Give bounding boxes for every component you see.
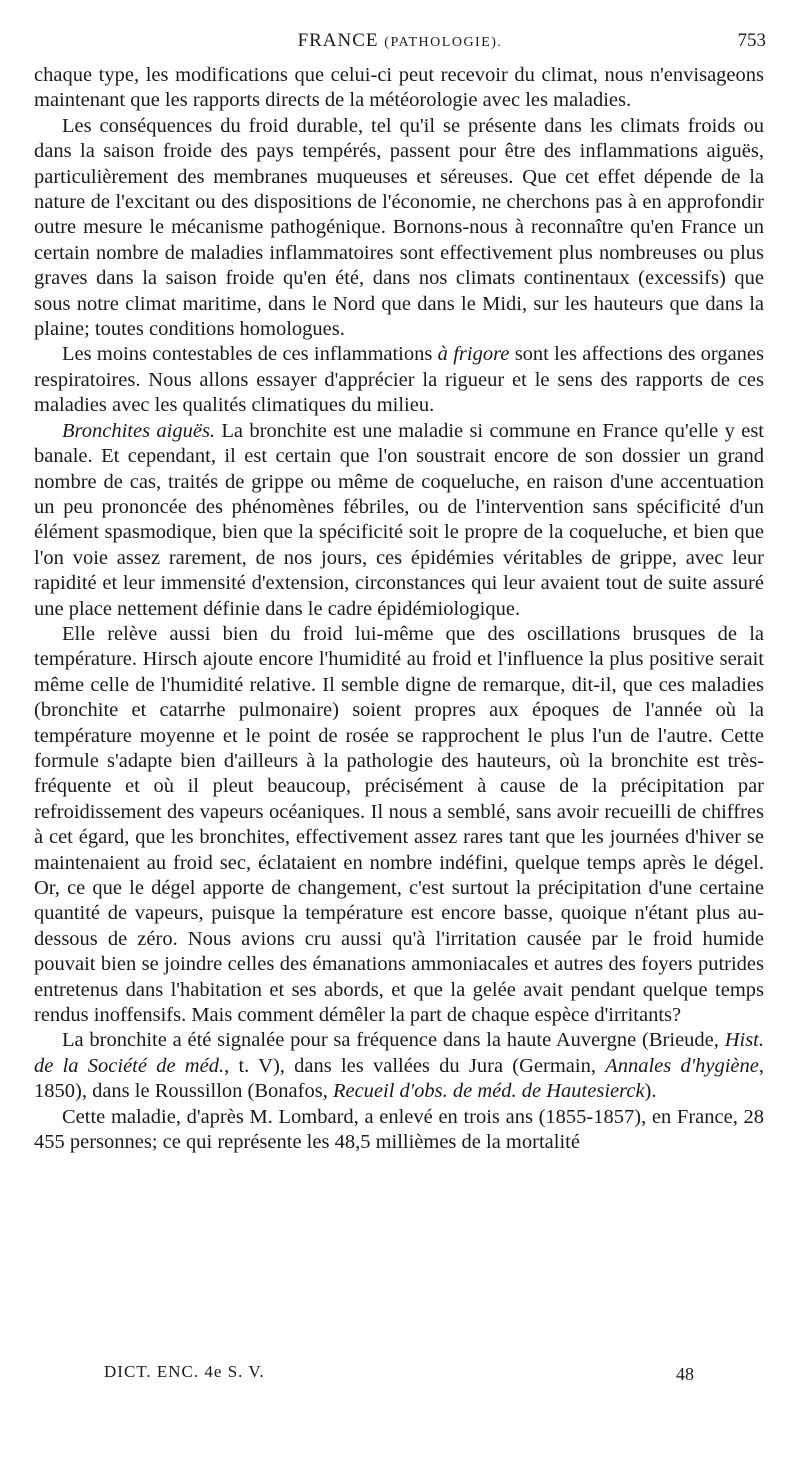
paragraph bbox=[34, 63, 764, 114]
page-number: 753 bbox=[737, 30, 766, 51]
running-title bbox=[30, 30, 770, 52]
text-run: , t. V), dans les vallées du Jura (Germain, bbox=[224, 1054, 606, 1077]
text-run: Les moins contestables de ces inflammations bbox=[62, 343, 438, 366]
running-header bbox=[30, 30, 770, 60]
running-title-sub: (PATHOLOGIE). bbox=[384, 35, 503, 50]
paragraph bbox=[34, 419, 764, 622]
text-run: Les conséquences du froid durable, tel qu'il se présente dans les climats froids ou dans la saison froide des pays tempérés, passent pour être des inflammations aiguës, particulièrement des membranes muqueuses et séreuses. Que cet effet dépende de la nature de l'excitant ou des dispositions de l'économie, ne cherchons pas à en approfondir outre mesure le mécanisme pathogénique. Bornons-nous à reconnaître qu'en France un certain nombre de maladies inflammatoires sont effectivement plus nombreuses ou plus graves dans la saison froide qu'en été, dans nos climats continentaux (excessifs) que sous notre climat maritime, dans le Nord que dans le Midi, sur les hauteurs que dans la plaine; toutes conditions homologues. bbox=[34, 114, 764, 341]
page-footer bbox=[104, 1362, 694, 1388]
text-run: , 1850), dans le Roussillon (Bonafos, bbox=[34, 1054, 765, 1103]
italic-run: Recueil d'obs. de méd. de Hautesierck bbox=[332, 1080, 645, 1103]
body-text bbox=[34, 63, 764, 1155]
text-run: La bronchite est une maladie si commune en France qu'elle y est banale. Et cependant, il est certain que l'on soustrait encore de son dossier un grand nombre de cas, traités de grippe ou même de coqueluche, en raison d'une accentuation un peu prononcée des phénomènes fébriles, ou de l'intervention sans spécificité d'un élément spasmodique, bien que la spécificité soit le propre de la coqueluche, et bien que l'on voie assez rarement, de nos jours, ces épidémies véritables de grippe, avec leur rapidité et leur immensité d'extension, circonstances qui leur avaient tout de suite assuré une place nettement définie dans le cadre épidémiologique. bbox=[34, 419, 765, 620]
text-run: ). bbox=[644, 1080, 657, 1103]
italic-run: Annales d'hygiène bbox=[605, 1054, 759, 1077]
text-run: chaque type, les modifications que celui-ci peut recevoir du climat, nous n'envisageons maintenant que les rapports directs de la météorologie avec les maladies. bbox=[34, 64, 764, 112]
text-run: Cette maladie, d'après M. Lombard, a enlevé en trois ans (1855-1857), en France, 28 455 personnes; ce qui représente les 48,5 millièmes de la mortalité bbox=[34, 1105, 764, 1154]
sheet-number: 48 bbox=[676, 1364, 694, 1384]
text-run: La bronchite a été signalée pour sa fréquence dans la haute Auvergne (Brieude, bbox=[62, 1029, 725, 1052]
italic-run: à frigore bbox=[437, 343, 510, 366]
running-title-main: FRANCE bbox=[297, 30, 379, 51]
paragraph bbox=[34, 114, 764, 343]
paragraph bbox=[34, 342, 764, 418]
paragraph bbox=[34, 1028, 764, 1104]
italic-run: Hist. de la Société de méd. bbox=[34, 1029, 764, 1077]
signature-mark: DICT. ENC. 4e S. V. bbox=[104, 1362, 265, 1381]
paragraph bbox=[34, 1105, 764, 1156]
paragraph bbox=[34, 622, 764, 1029]
text-run: sont les affections des organes respiratoires. Nous allons essayer d'apprécier la rigueur et le sens des rapports de ces maladies avec les qualités climatiques du milieu. bbox=[34, 343, 764, 417]
text-run: Elle relève aussi bien du froid lui-même que des oscillations brusques de la température. Hirsch ajoute encore l'humidité au froid et l'influence la plus positive serait même celle de l'humidité relative. Il semble digne de remarque, dit-il, que ces maladies (bronchite et catarrhe pulmonaire) soient propres aux époques de l'année où la température moyenne et le point de rosée se rapprochent le plus l'un de l'autre. Cette formule s'adapte bien d'ailleurs à la pathologie des hauteurs, où la bronchite est très-fréquente et où il pleut beaucoup, précisément à cause de la précipitation par refroidissement des vapeurs océaniques. Il nous a semblé, sans avoir recueilli de chiffres à cet égard, que les bronchites, effectivement assez rares tant que les journées d'hiver se maintenaient au froid sec, éclataient en nombre indéfini, quelque temps après le dégel. Or, ce que le dégel apporte de changement, c'est surtout la précipitation d'une certaine quantité de vapeurs, puisque la température est encore basse, quoique n'étant plus au-dessous de zéro. Nous avions cru aussi qu'à l'irritation causée par le froid humide pouvait bien se joindre celles des émanations ammoniacales et autres des foyers putrides entretenus dans l'habitation et ses abords, et que la gelée avait pendant quelque temps rendus inoffensifs. Mais comment démêler la part de chaque espèce d'irritants? bbox=[34, 622, 764, 1027]
italic-run: Bronchites aiguës. bbox=[62, 419, 216, 442]
